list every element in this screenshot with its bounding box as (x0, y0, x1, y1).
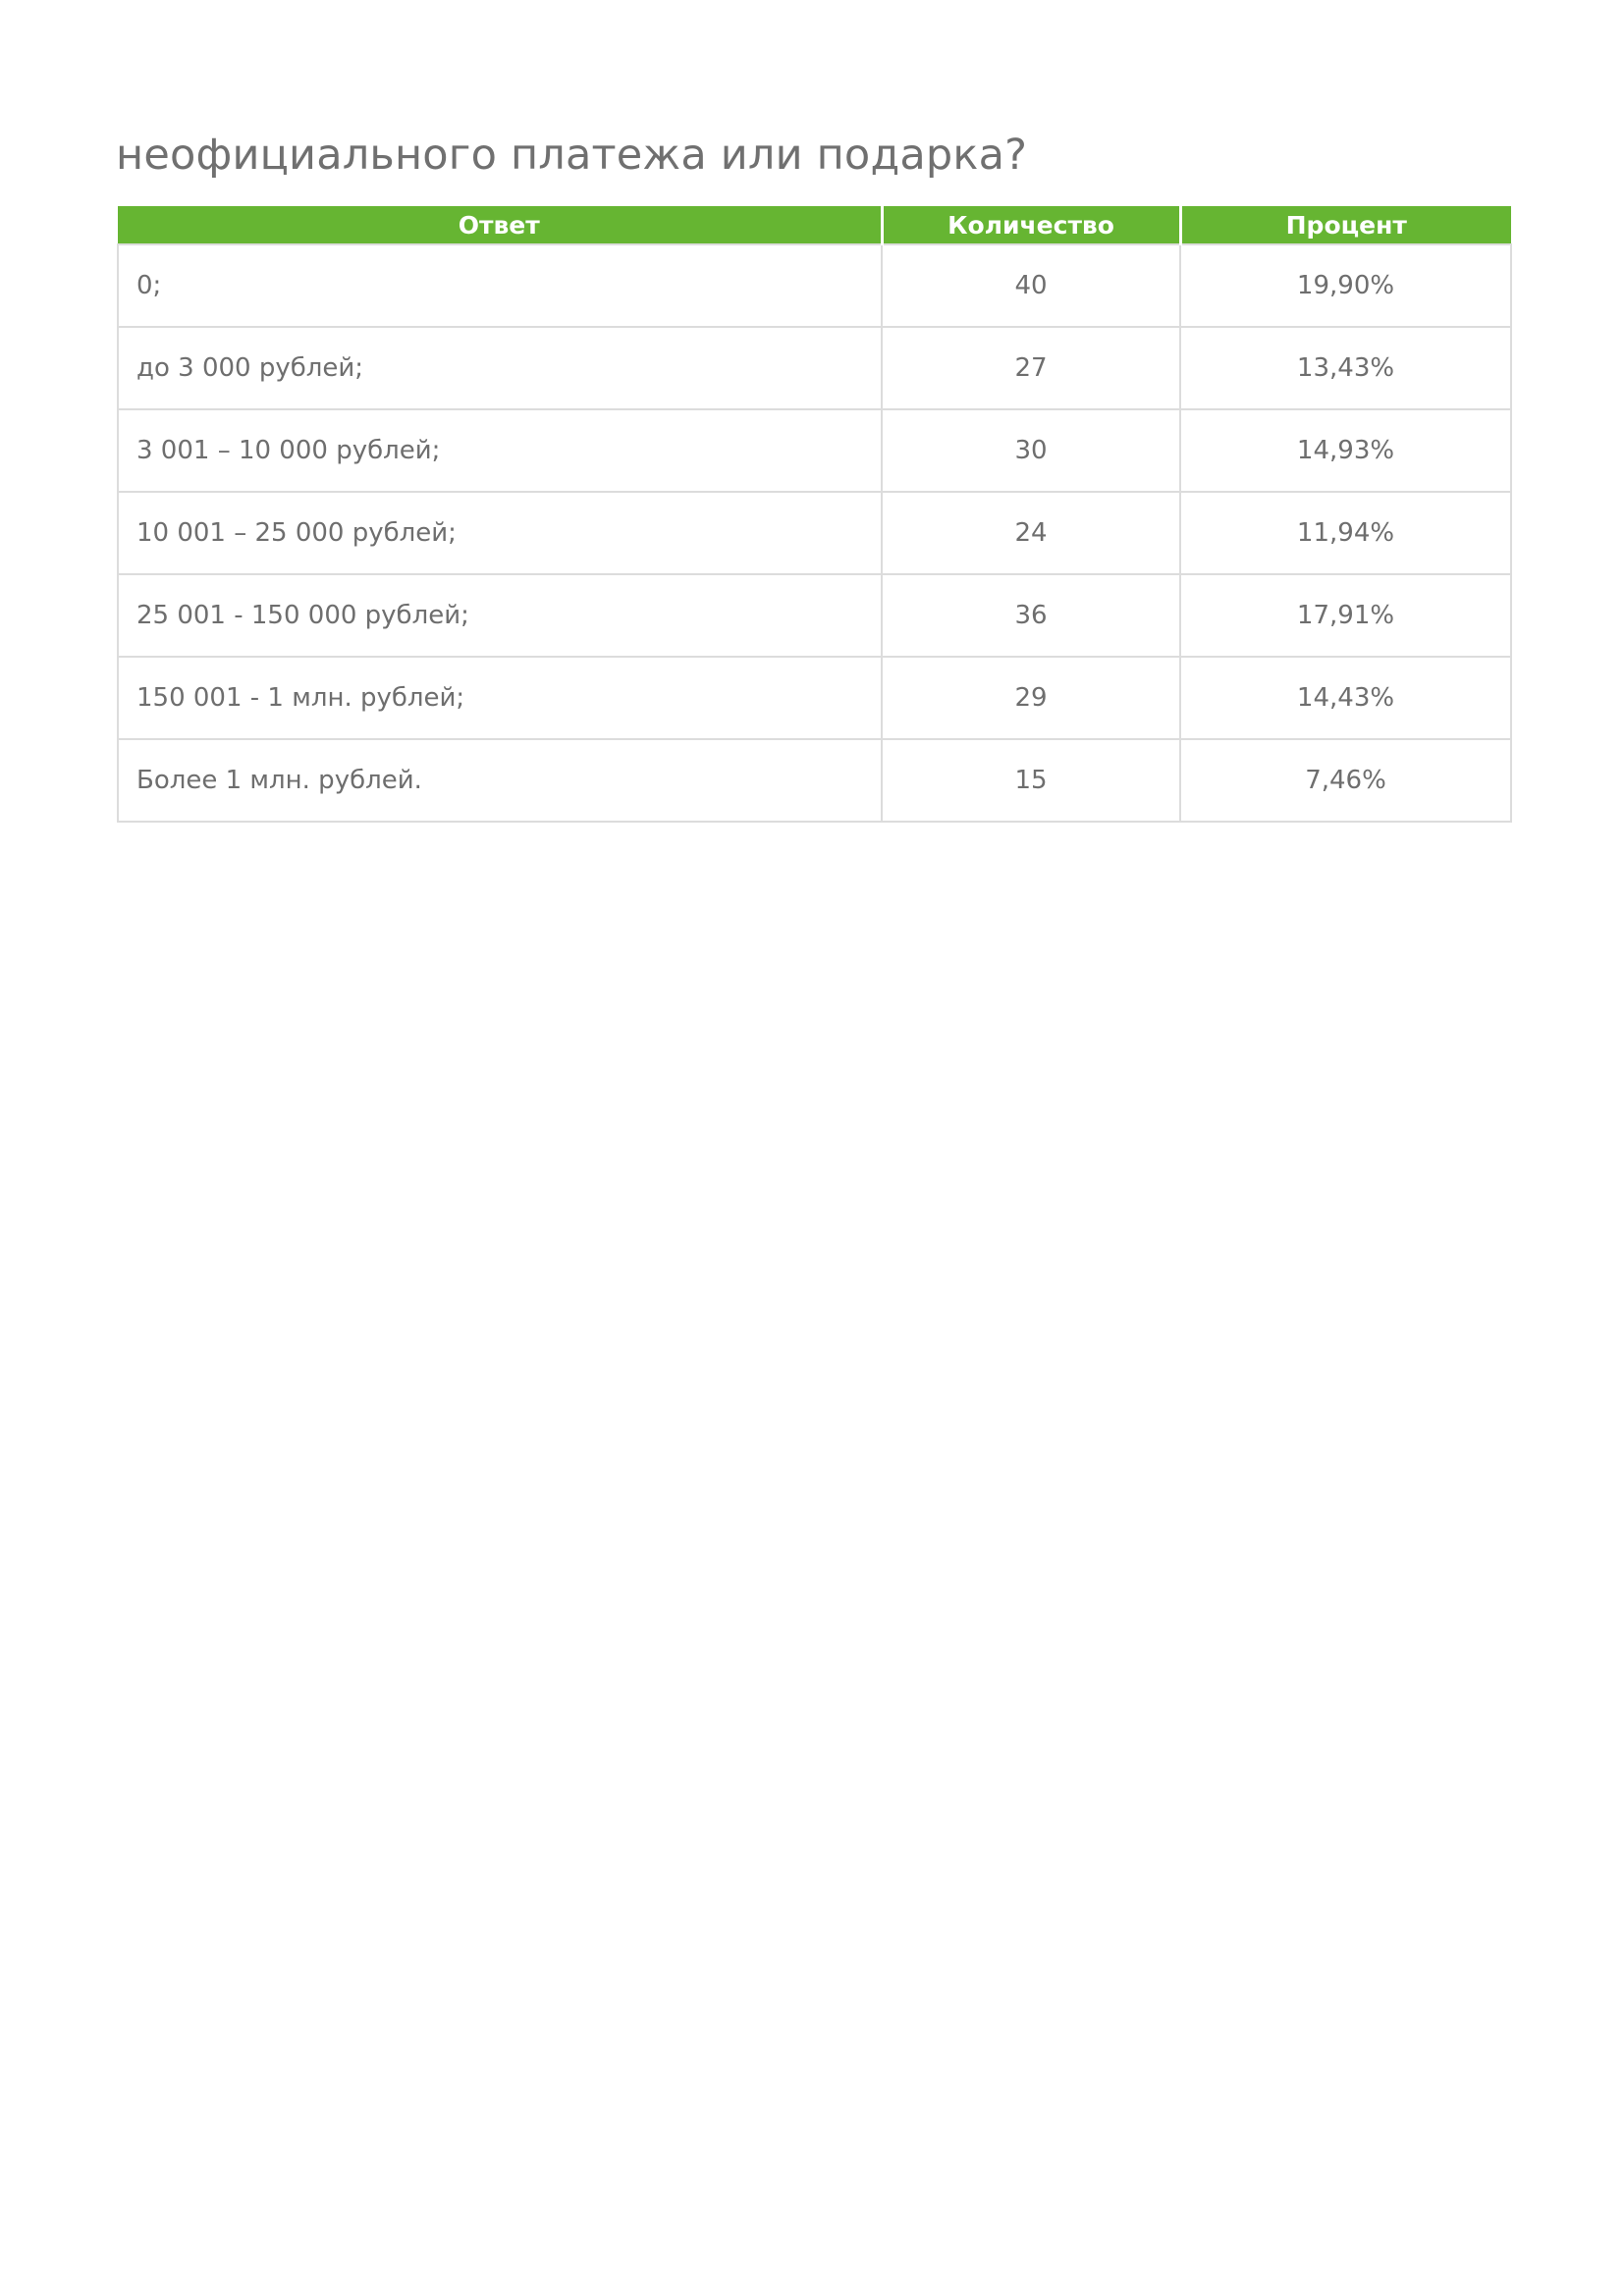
answer-cell: 10 001 – 25 000 рублей; (118, 492, 882, 574)
answer-cell: 25 001 - 150 000 рублей; (118, 574, 882, 657)
answer-cell: Более 1 млн. рублей. (118, 739, 882, 822)
table-row (118, 409, 1511, 492)
table-row (118, 657, 1511, 739)
answer-cell: 3 001 – 10 000 рублей; (118, 409, 882, 492)
percent-cell: 14,43% (1180, 657, 1511, 739)
page-title: неофициального платежа или подарка? (116, 131, 1028, 180)
table-row (118, 574, 1511, 657)
column-header-count: Количество (882, 206, 1180, 244)
count-cell: 27 (882, 327, 1180, 409)
table-row (118, 492, 1511, 574)
percent-cell: 7,46% (1180, 739, 1511, 822)
count-cell: 15 (882, 739, 1180, 822)
table-row (118, 739, 1511, 822)
percent-cell: 11,94% (1180, 492, 1511, 574)
answer-cell: 0; (118, 244, 882, 327)
count-cell: 36 (882, 574, 1180, 657)
count-cell: 29 (882, 657, 1180, 739)
percent-cell: 13,43% (1180, 327, 1511, 409)
results-table (117, 206, 1512, 823)
answer-cell: 150 001 - 1 млн. рублей; (118, 657, 882, 739)
column-header-percent: Процент (1180, 206, 1511, 244)
answer-cell: до 3 000 рублей; (118, 327, 882, 409)
count-cell: 30 (882, 409, 1180, 492)
column-header-answer: Ответ (118, 206, 882, 244)
table-body (118, 244, 1511, 822)
table-row (118, 244, 1511, 327)
count-cell: 40 (882, 244, 1180, 327)
count-cell: 24 (882, 492, 1180, 574)
header-row (118, 206, 1511, 244)
percent-cell: 19,90% (1180, 244, 1511, 327)
table-header (118, 206, 1511, 244)
table-row (118, 327, 1511, 409)
percent-cell: 14,93% (1180, 409, 1511, 492)
percent-cell: 17,91% (1180, 574, 1511, 657)
